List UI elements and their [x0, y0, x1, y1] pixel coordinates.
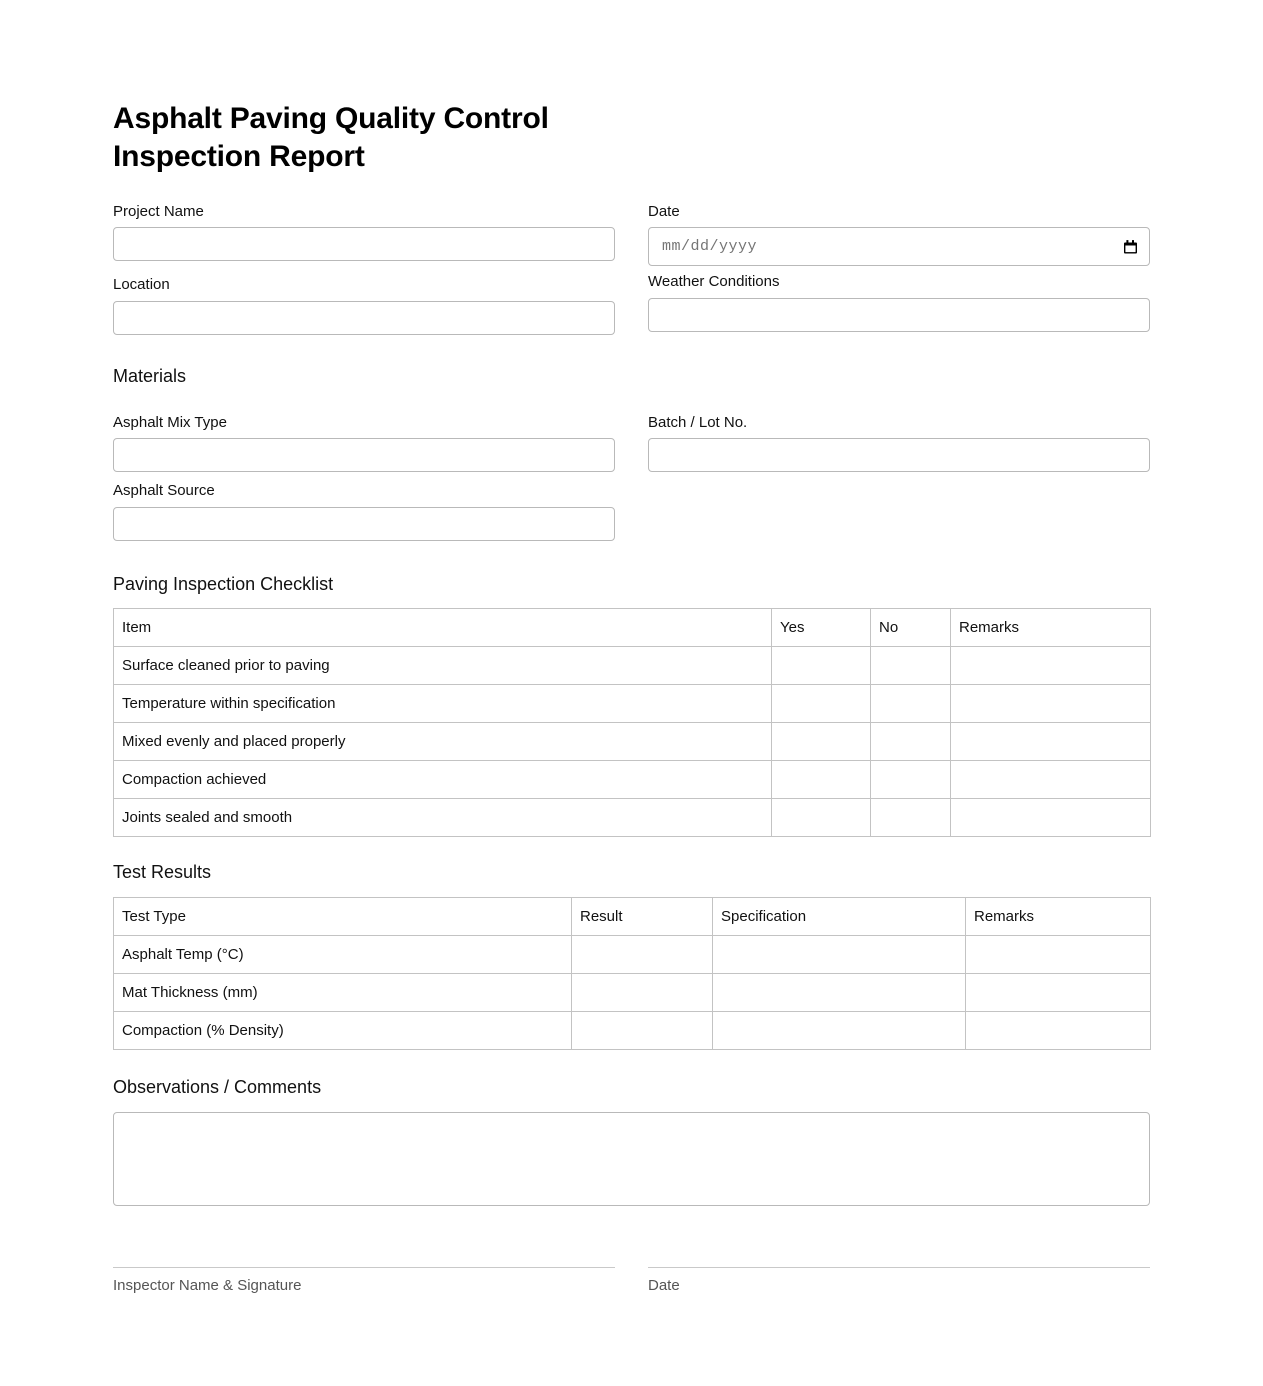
batch-lot-no-label: Batch / Lot No.: [648, 413, 748, 431]
date-label: Date: [648, 202, 680, 220]
test-col-type: Test Type: [114, 897, 572, 935]
checklist-remarks-cell[interactable]: [951, 685, 1151, 723]
date-input-wrap: [648, 227, 1150, 266]
checklist-col-item: Item: [114, 609, 772, 647]
test-spec-cell[interactable]: [713, 973, 966, 1011]
test-spec-cell[interactable]: [713, 1011, 966, 1049]
location-input[interactable]: [113, 301, 615, 335]
table-row: [114, 935, 1151, 973]
checklist-no-cell[interactable]: [871, 685, 951, 723]
signature-row: [113, 1267, 1150, 1295]
checklist-no-cell[interactable]: [871, 799, 951, 837]
test-col-result: Result: [572, 897, 713, 935]
field-date: [648, 202, 1150, 267]
test-result-cell[interactable]: [572, 973, 713, 1011]
checklist-yes-cell[interactable]: [772, 799, 871, 837]
date-input[interactable]: [648, 227, 1150, 266]
test-result-cell[interactable]: [572, 1011, 713, 1049]
test-type-label: Asphalt Temp (°C): [114, 935, 572, 973]
asphalt-source-label: Asphalt Source: [113, 482, 215, 500]
checklist-remarks-cell[interactable]: [951, 799, 1151, 837]
test-type-label: Compaction (% Density): [114, 1011, 572, 1049]
checklist-remarks-cell[interactable]: [951, 647, 1151, 685]
checklist-item-label: Temperature within specification: [114, 685, 772, 723]
table-row: [114, 647, 1151, 685]
checklist-yes-cell[interactable]: [772, 761, 871, 799]
field-asphalt-mix-type: [113, 413, 615, 473]
report-sheet: [113, 100, 1150, 1295]
materials-fields-grid: [113, 413, 1150, 541]
table-row: [114, 1011, 1151, 1049]
asphalt-mix-type-label: Asphalt Mix Type: [113, 413, 227, 431]
batch-lot-no-input[interactable]: [648, 438, 1150, 472]
table-header-row: [114, 897, 1151, 935]
checklist-item-label: Compaction achieved: [114, 761, 772, 799]
field-location: [113, 275, 615, 335]
field-asphalt-source: [113, 481, 615, 541]
checklist-col-yes: Yes: [772, 609, 871, 647]
checklist-remarks-cell[interactable]: [951, 761, 1151, 799]
test-remarks-cell[interactable]: [966, 935, 1151, 973]
test-col-remarks: Remarks: [966, 897, 1151, 935]
table-row: [114, 973, 1151, 1011]
test-results-heading: Test Results: [113, 862, 212, 883]
test-col-spec: Specification: [713, 897, 966, 935]
checklist-yes-cell[interactable]: [772, 723, 871, 761]
asphalt-mix-type-input[interactable]: [113, 438, 615, 472]
page-title: Asphalt Paving Quality Control Inspection Report: [113, 102, 549, 173]
checklist-yes-cell[interactable]: [772, 647, 871, 685]
checklist-yes-cell[interactable]: [772, 685, 871, 723]
checklist-heading: Paving Inspection Checklist: [113, 573, 334, 594]
weather-input[interactable]: [648, 298, 1150, 332]
test-result-cell[interactable]: [572, 935, 713, 973]
table-row: [114, 799, 1151, 837]
table-row: [114, 723, 1151, 761]
table-row: [114, 761, 1151, 799]
table-row: [114, 685, 1151, 723]
materials-heading: Materials: [113, 365, 187, 386]
checklist-no-cell[interactable]: [871, 761, 951, 799]
weather-label: Weather Conditions: [648, 273, 780, 291]
field-project-name: [113, 202, 615, 267]
checklist-col-remarks: Remarks: [951, 609, 1151, 647]
header-fields-grid: [113, 202, 1150, 335]
checklist-item-label: Joints sealed and smooth: [114, 799, 772, 837]
test-type-label: Mat Thickness (mm): [114, 973, 572, 1011]
test-spec-cell[interactable]: [713, 935, 966, 973]
test-remarks-cell[interactable]: [966, 973, 1151, 1011]
project-name-input[interactable]: [113, 227, 615, 261]
checklist-remarks-cell[interactable]: [951, 723, 1151, 761]
observations-heading: Observations / Comments: [113, 1076, 322, 1097]
field-weather: [648, 272, 1150, 335]
observations-textarea[interactable]: [113, 1112, 1150, 1206]
project-name-label: Project Name: [113, 202, 204, 220]
inspector-signature-line: [113, 1267, 615, 1295]
checklist-col-no: No: [871, 609, 951, 647]
checklist-item-label: Mixed evenly and placed properly: [114, 723, 772, 761]
test-results-table: [113, 897, 1151, 1050]
location-label: Location: [113, 276, 170, 294]
signature-date-label: Date: [648, 1277, 680, 1295]
inspector-signature-label: Inspector Name & Signature: [113, 1277, 302, 1295]
checklist-no-cell[interactable]: [871, 723, 951, 761]
signature-date-line: [648, 1267, 1150, 1295]
field-batch-lot-no: [648, 413, 1150, 473]
asphalt-source-input[interactable]: [113, 507, 615, 541]
table-header-row: [114, 609, 1151, 647]
test-remarks-cell[interactable]: [966, 1011, 1151, 1049]
checklist-no-cell[interactable]: [871, 647, 951, 685]
checklist-table: [113, 608, 1151, 837]
checklist-item-label: Surface cleaned prior to paving: [114, 647, 772, 685]
